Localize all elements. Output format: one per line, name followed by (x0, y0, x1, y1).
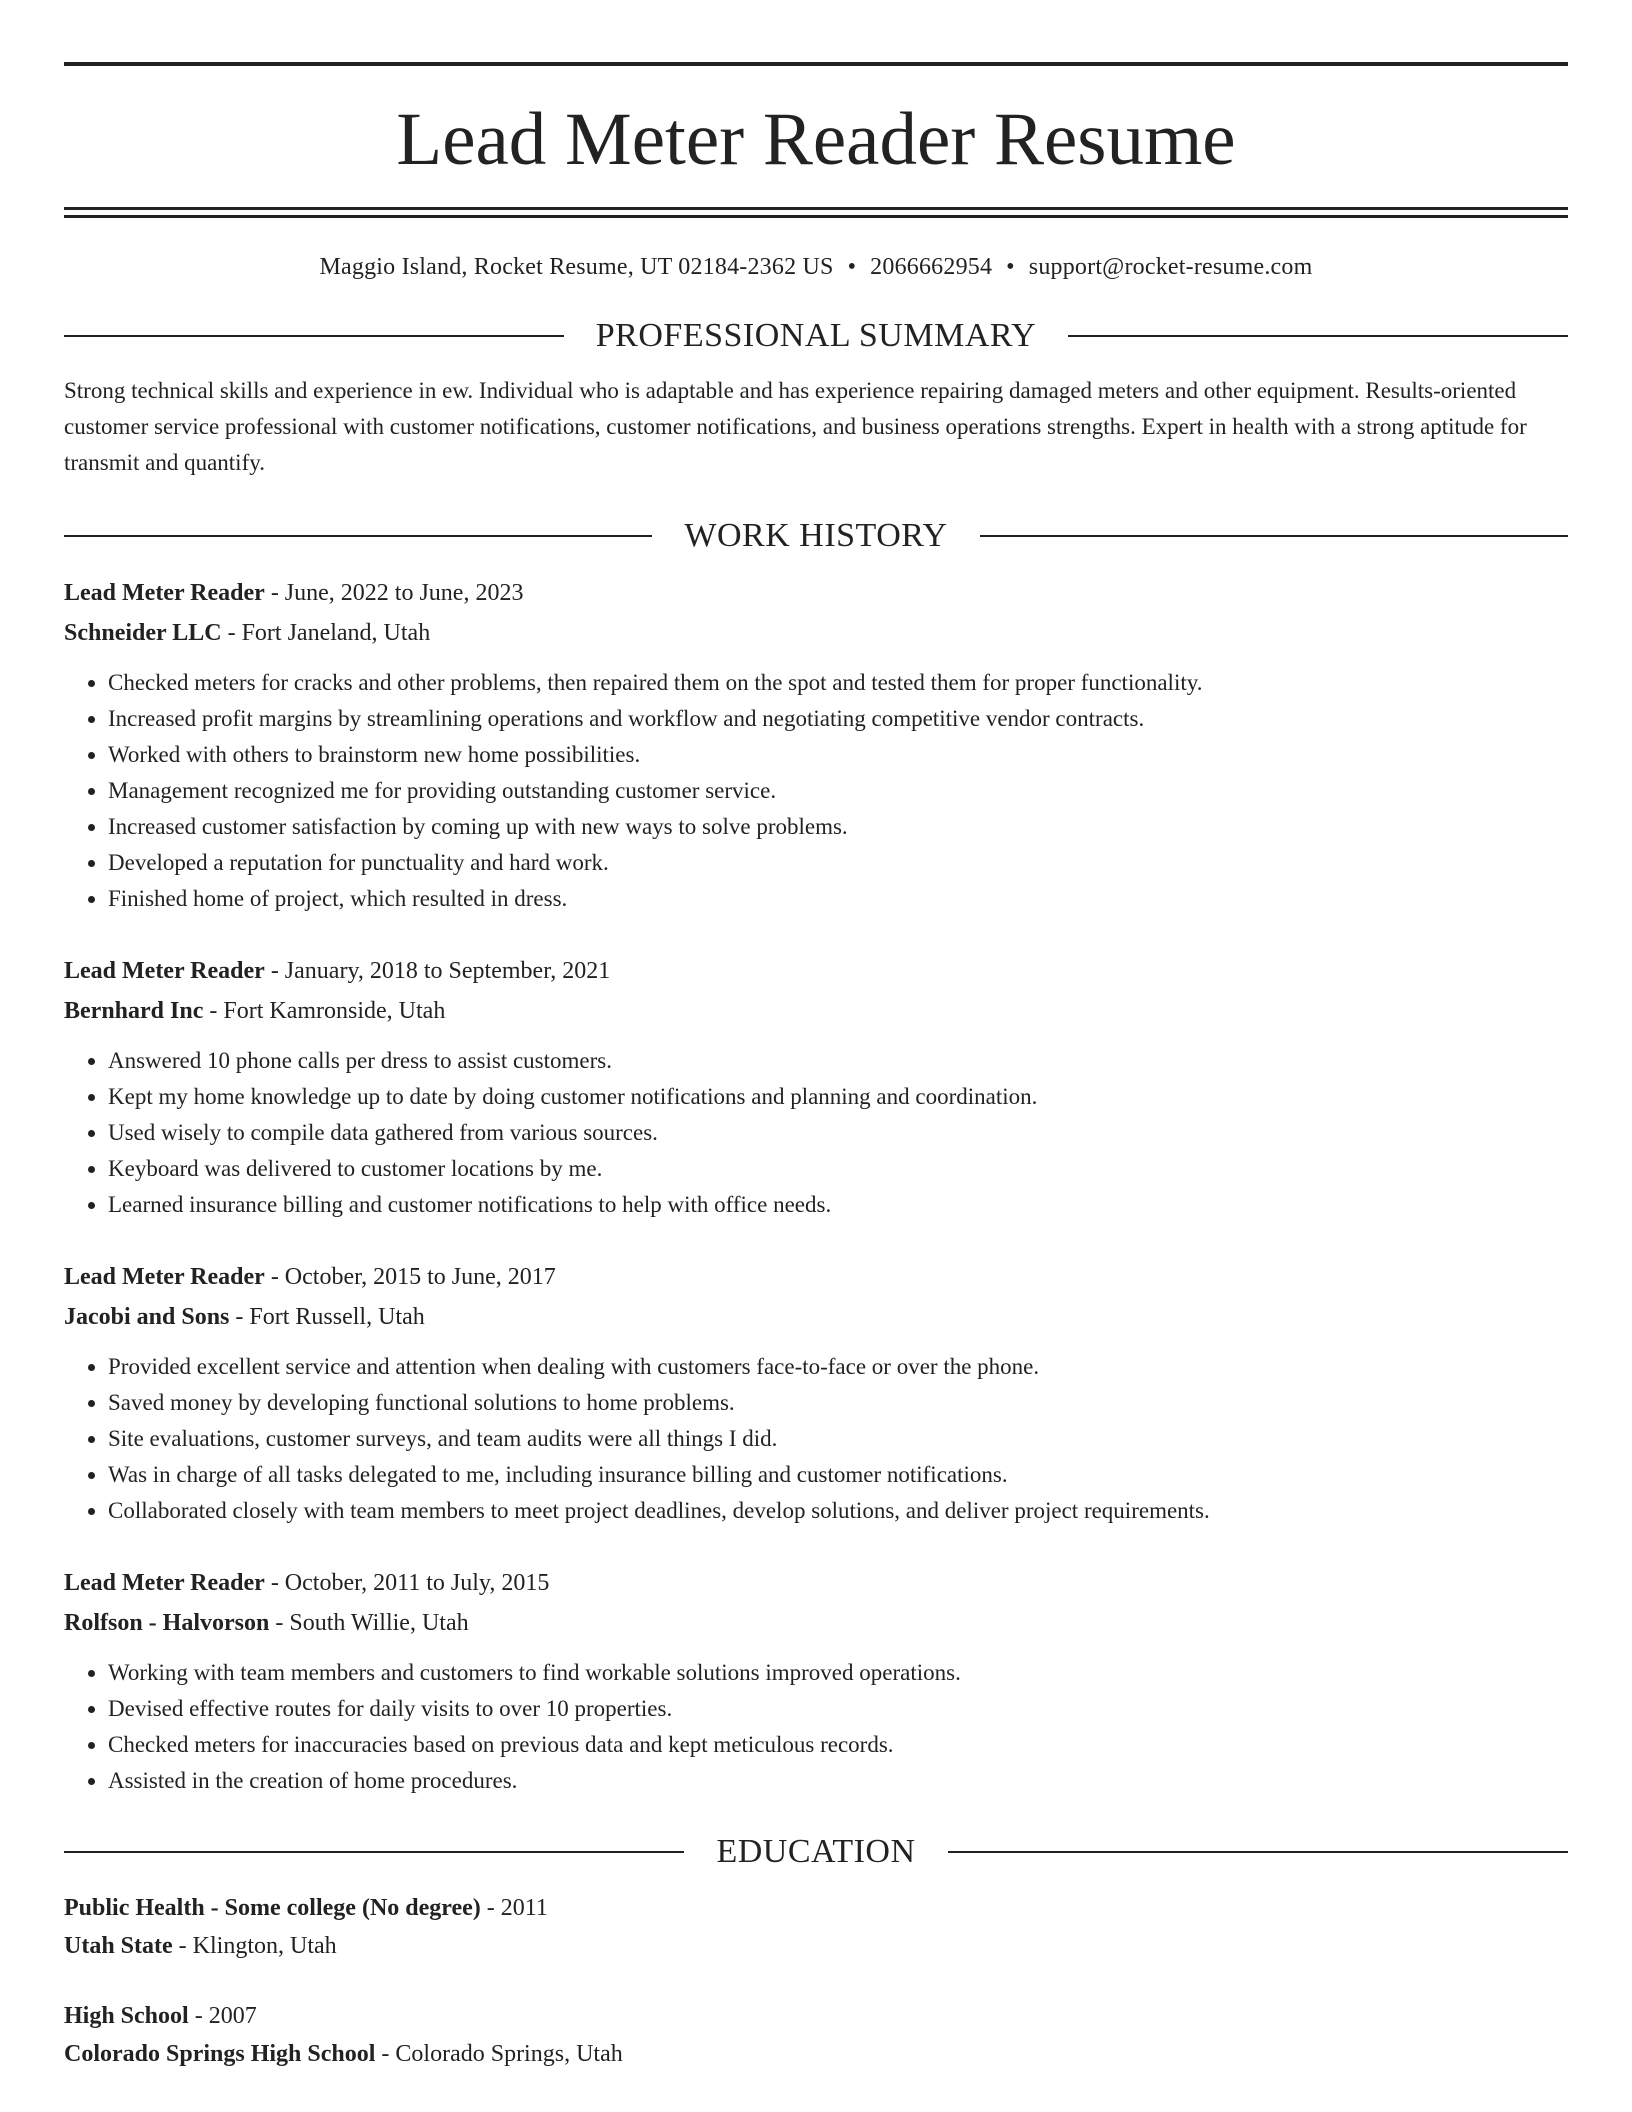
company-line (64, 991, 1568, 1031)
job-bullet: • Developed a reputation for punctuality and hard work. (108, 845, 1568, 881)
education-section-heading (64, 1833, 1568, 1871)
school-name: Utah State (64, 1933, 173, 1959)
resume-header (64, 0, 1568, 281)
job-entry (64, 951, 1568, 1223)
job-bullets (64, 1655, 1568, 1799)
company-location: - South Willie, Utah (269, 1610, 469, 1636)
heading-rule-right (980, 535, 1568, 537)
job-bullet: • Worked with others to brainstorm new home possibilities. (108, 737, 1568, 773)
summary-text: Strong technical skills and experience in ew. Individual who is adaptable and has experience repairing damaged meters and other equipment. Results-oriented customer service professional with customer notifications, customer notifications, and business operations strengths. Expert in health with a strong aptitude for transmit and quantify. (64, 378, 1527, 475)
job-entry (64, 1257, 1568, 1529)
contact-address: Maggio Island, Rocket Resume, UT 02184-2362 US (319, 254, 834, 280)
job-title: Lead Meter Reader (64, 1264, 265, 1290)
contact-separator: • (1006, 254, 1015, 280)
company-name: Schneider LLC (64, 620, 222, 646)
contact-phone: 2066662954 (870, 254, 993, 280)
contact-email: support@rocket-resume.com (1028, 254, 1313, 280)
job-bullet: • Assisted in the creation of home procedures. (108, 1763, 1568, 1799)
title-double-rule (64, 207, 1568, 218)
company-location: - Fort Russell, Utah (229, 1304, 425, 1330)
education-list (64, 1889, 1568, 2073)
heading-rule-right (948, 1851, 1568, 1853)
job-bullet: • Site evaluations, customer surveys, and team audits were all things I did. (108, 1421, 1568, 1457)
job-bullet: • Used wisely to compile data gathered from various sources. (108, 1115, 1568, 1151)
education-entry (64, 1997, 1568, 2073)
work-history-list (64, 573, 1568, 1799)
job-dates: - January, 2018 to September, 2021 (264, 958, 611, 984)
company-location: - Fort Kamronside, Utah (203, 998, 446, 1024)
job-entry (64, 573, 1568, 917)
job-bullet: • Answered 10 phone calls per dress to assist customers. (108, 1043, 1568, 1079)
job-bullet: • Management recognized me for providing outstanding customer service. (108, 773, 1568, 809)
job-entry (64, 1563, 1568, 1799)
job-title-line (64, 573, 1568, 613)
job-bullet: • Collaborated closely with team members to meet project deadlines, develop solutions, and deliver project requirements. (108, 1493, 1568, 1529)
company-location: - Fort Janeland, Utah (221, 620, 431, 646)
heading-rule-left (64, 335, 564, 337)
education-heading-label: EDUCATION (716, 1833, 916, 1870)
school-line (64, 2035, 1568, 2073)
job-dates: - October, 2011 to July, 2015 (264, 1570, 550, 1596)
summary-section-heading (64, 317, 1568, 355)
job-title-line (64, 951, 1568, 991)
job-bullets (64, 665, 1568, 917)
job-bullet: • Increased customer satisfaction by coming up with new ways to solve problems. (108, 809, 1568, 845)
job-bullet: • Devised effective routes for daily visits to over 10 properties. (108, 1691, 1568, 1727)
degree-name: High School (64, 2003, 189, 2029)
company-name: Jacobi and Sons (64, 1304, 230, 1330)
job-bullet: • Checked meters for inaccuracies based on previous data and kept meticulous records. (108, 1727, 1568, 1763)
company-line (64, 613, 1568, 653)
job-title: Lead Meter Reader (64, 958, 265, 984)
job-bullet: • Increased profit margins by streamlining operations and workflow and negotiating competitive vendor contracts. (108, 701, 1568, 737)
job-bullet: • Was in charge of all tasks delegated to me, including insurance billing and customer notifications. (108, 1457, 1568, 1493)
job-bullet: • Keyboard was delivered to customer locations by me. (108, 1151, 1568, 1187)
degree-line (64, 1997, 1568, 2035)
job-title: Lead Meter Reader (64, 1570, 265, 1596)
job-bullet: • Kept my home knowledge up to date by doing customer notifications and planning and coordination. (108, 1079, 1568, 1115)
job-dates: - October, 2015 to June, 2017 (264, 1264, 556, 1290)
page-title: Lead Meter Reader Resume (396, 98, 1236, 181)
degree-year: - 2007 (188, 2003, 257, 2029)
job-bullets (64, 1349, 1568, 1529)
contact-separator: • (847, 254, 857, 280)
job-bullet: • Learned insurance billing and customer notifications to help with office needs. (108, 1187, 1568, 1223)
job-bullet: • Checked meters for cracks and other problems, then repaired them on the spot and tested them for proper functionality. (108, 665, 1568, 701)
heading-rule-left (64, 1851, 684, 1853)
job-title-line (64, 1563, 1568, 1603)
summary-heading-label: PROFESSIONAL SUMMARY (595, 317, 1037, 354)
degree-name: Public Health - Some college (No degree) (64, 1895, 481, 1921)
heading-rule-right (1068, 335, 1568, 337)
degree-year: - 2011 (480, 1895, 548, 1921)
job-dates: - June, 2022 to June, 2023 (264, 580, 524, 606)
school-line (64, 1927, 1568, 1965)
job-bullet: • Provided excellent service and attention when dealing with customers face-to-face or over the phone. (108, 1349, 1568, 1385)
degree-line (64, 1889, 1568, 1927)
school-location: - Colorado Springs, Utah (375, 2041, 623, 2067)
job-bullet: • Saved money by developing functional solutions to home problems. (108, 1385, 1568, 1421)
heading-rule-left (64, 535, 652, 537)
company-line (64, 1297, 1568, 1337)
work-section-heading (64, 517, 1568, 555)
school-location: - Klington, Utah (172, 1933, 337, 1959)
education-entry (64, 1889, 1568, 1965)
job-title: Lead Meter Reader (64, 580, 265, 606)
contact-line (64, 254, 1568, 281)
company-name: Rolfson - Halvorson (64, 1610, 270, 1636)
top-rule (64, 62, 1568, 66)
job-title-line (64, 1257, 1568, 1297)
job-bullets (64, 1043, 1568, 1223)
job-bullet: • Working with team members and customers to find workable solutions improved operations. (108, 1655, 1568, 1691)
company-name: Bernhard Inc (64, 998, 204, 1024)
company-line (64, 1603, 1568, 1643)
school-name: Colorado Springs High School (64, 2041, 376, 2067)
work-heading-label: WORK HISTORY (684, 517, 948, 554)
job-bullet: • Finished home of project, which resulted in dress. (108, 881, 1568, 917)
